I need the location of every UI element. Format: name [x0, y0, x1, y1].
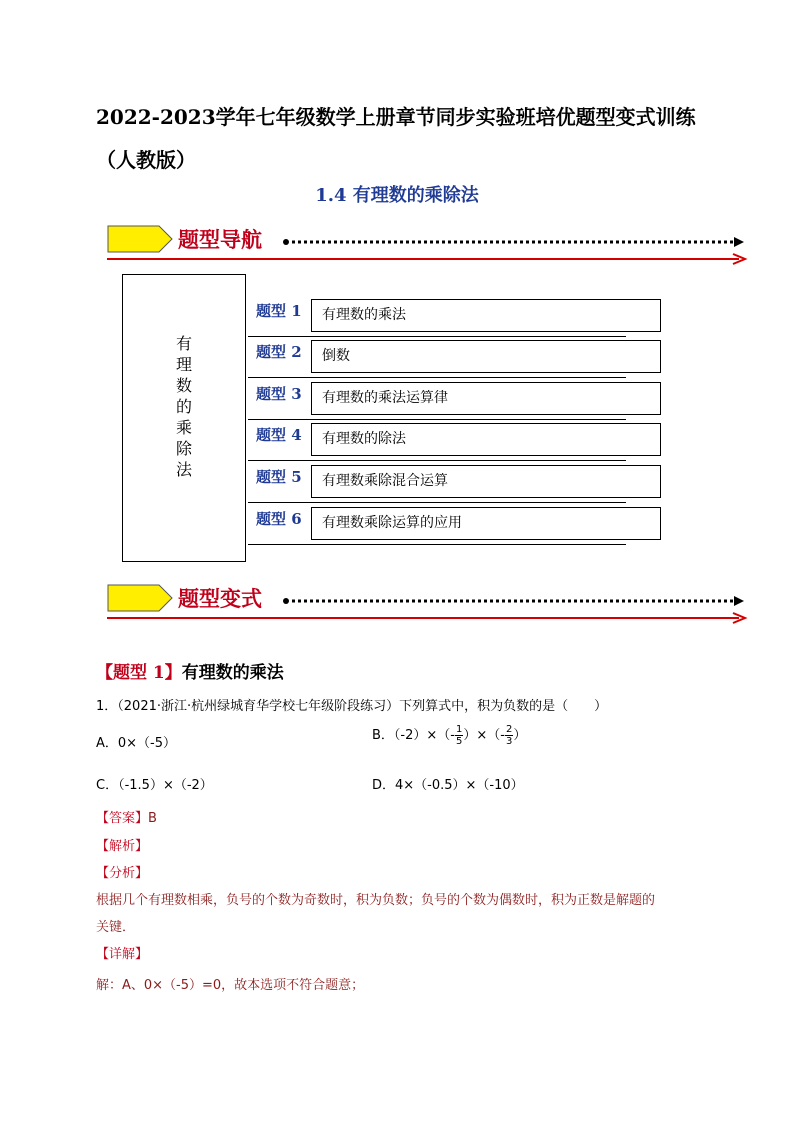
type-item-2[interactable]: 倒数 — [311, 340, 661, 373]
type-item-1[interactable]: 有理数的乘法 — [311, 299, 661, 332]
detail-label: 【详解】 — [96, 947, 149, 962]
option-c: C．（-1.5）×（-2） — [96, 778, 213, 793]
type-label-6: 题型 6 — [256, 510, 302, 528]
answer-line: 【答案】B — [96, 811, 157, 826]
divider — [248, 544, 626, 545]
type-item-4[interactable]: 有理数的除法 — [311, 423, 661, 456]
type-item-5[interactable]: 有理数乘除混合运算 — [311, 465, 661, 498]
document-title: 2022-2023学年七年级数学上册章节同步实验班培优题型变式训练（人教版） — [96, 105, 696, 172]
option-a: A．0×（-5） — [96, 736, 177, 751]
type-item-6[interactable]: 有理数乘除运算的应用 — [311, 507, 661, 540]
divider — [248, 336, 626, 337]
divider — [248, 419, 626, 420]
type-label-4: 题型 4 — [256, 426, 302, 444]
divider — [248, 502, 626, 503]
divider — [248, 377, 626, 378]
divider — [248, 460, 626, 461]
red-arrow-line-icon — [107, 253, 749, 265]
dotted-arrow-icon — [282, 236, 746, 248]
red-arrow-line-icon — [107, 612, 749, 624]
type-label-2: 题型 2 — [256, 343, 302, 361]
type-label-5: 题型 5 — [256, 468, 302, 486]
analysis-label: 【解析】 — [96, 839, 149, 854]
option-b: B．（-2）×（- $\frac{1}{5}$ ）×（- $\frac{2}{3}$ ） — [372, 724, 527, 747]
question-stem: 1．（2021·浙江·杭州绿城育华学校七年级阶段练习）下列算式中，积为负数的是（ ） — [96, 699, 608, 714]
nav-banner-title: 题型导航 — [178, 227, 262, 252]
detail-text: 解：A、0×（-5）=0，故本选项不符合题意； — [96, 978, 365, 993]
variants-banner-title: 题型变式 — [178, 586, 262, 611]
lesson-title: 1.4 有理数的乘除法 — [315, 185, 479, 206]
type-label-1: 题型 1 — [256, 302, 302, 320]
chapter-box — [122, 274, 246, 562]
fenxi-label: 【分析】 — [96, 866, 149, 881]
type-label-3: 题型 3 — [256, 385, 302, 403]
fraction: $\frac{2}{3}$ — [505, 724, 513, 747]
type-item-3[interactable]: 有理数的乘法运算律 — [311, 382, 661, 415]
banner-arrow-icon — [107, 225, 173, 253]
option-d: D．4×（-0.5）×（-10） — [372, 778, 524, 793]
section-heading: 【题型 1】有理数的乘法 — [96, 663, 284, 683]
banner-arrow-icon — [107, 584, 173, 612]
fraction: $\frac{1}{5}$ — [455, 724, 463, 747]
fenxi-text: 根据几个有理数相乘，负号的个数为奇数时，积为负数；负号的个数为偶数时，积为正数是解题的 — [96, 893, 656, 908]
fenxi-text: 关键． — [96, 920, 136, 935]
dotted-arrow-icon — [282, 595, 746, 607]
chapter-box-title: 有 理 数 的 乘 除 法 — [175, 334, 192, 479]
